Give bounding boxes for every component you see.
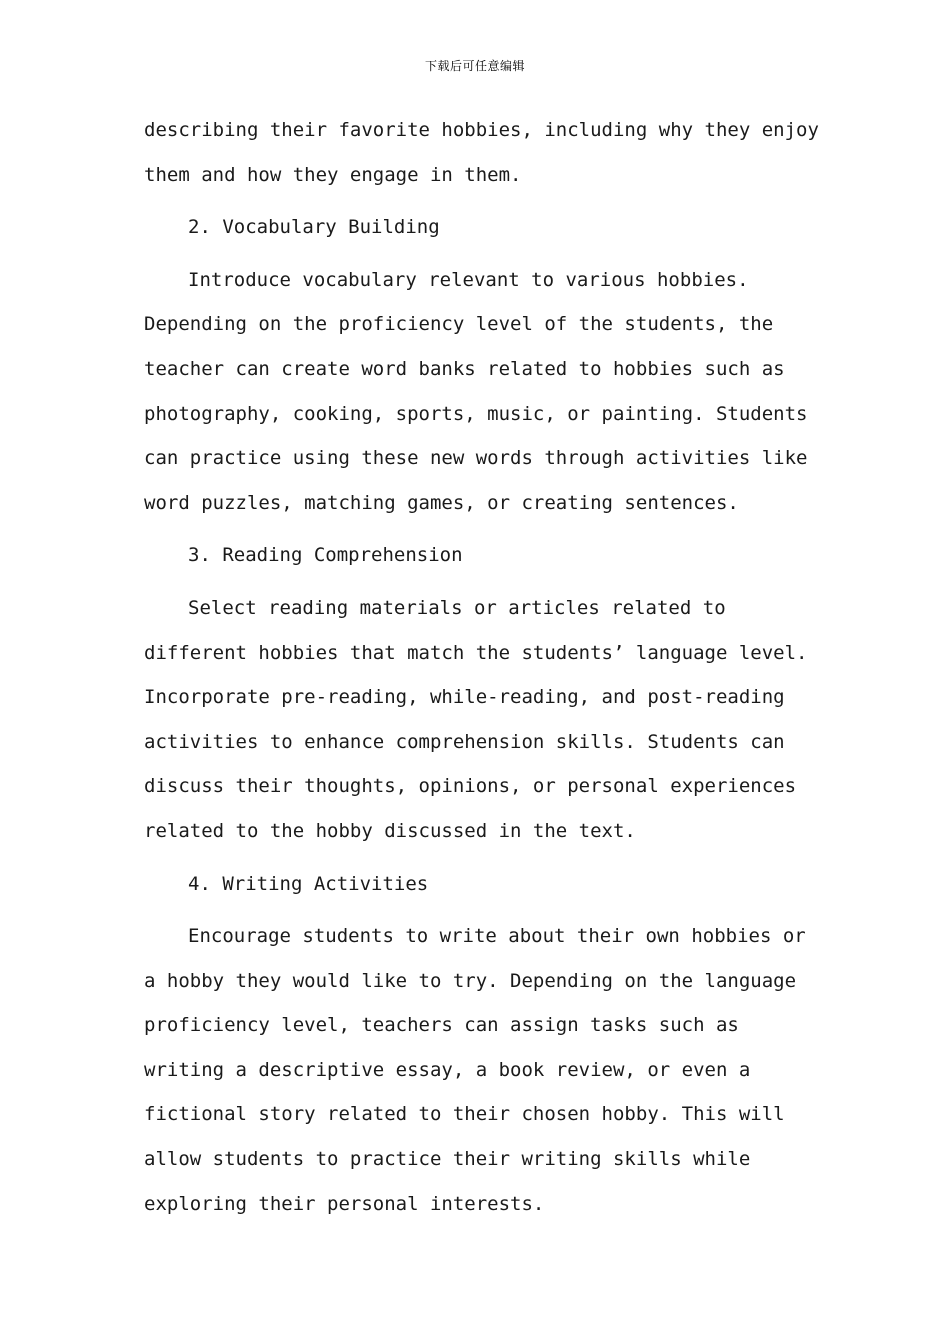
section-heading-writing: 4. Writing Activities xyxy=(188,872,429,895)
section-body-vocabulary: Introduce vocabulary relevant to various hobbies. Depending on the proficiency level of the students, the teacher can create word banks related to hobbies such as photography, cooking, sports, music, or painting. Students can practice using these new words through activities like word puzzles, matching games, or creating sentences. xyxy=(144,268,808,514)
document-body xyxy=(144,108,824,1226)
section-heading-reading: 3. Reading Comprehension xyxy=(188,544,463,567)
section-heading-vocabulary: 2. Vocabulary Building xyxy=(188,216,440,239)
page-header: 下载后可任意编辑 xyxy=(424,59,525,73)
section-body-reading: Select reading materials or articles related to different hobbies that match the students’ language level. Incorporate pre-reading, while-reading, and post-reading activities to enhance comprehension skills. Students can discuss their thoughts, opinions, or personal experiences related to the hobby discussed in the text. xyxy=(144,596,808,842)
intro-paragraph-continuation: describing their favorite hobbies, including why they enjoy them and how they engage in them. xyxy=(144,119,819,186)
section-body-writing: Encourage students to write about their own hobbies or a hobby they would like to try. Depending on the language proficiency level, teachers can assign tasks such as writing a descriptive essay, a book review, or even a fictional story related to their chosen hobby. This will allow students to practice their writing skills while exploring their personal interests. xyxy=(144,925,806,1215)
